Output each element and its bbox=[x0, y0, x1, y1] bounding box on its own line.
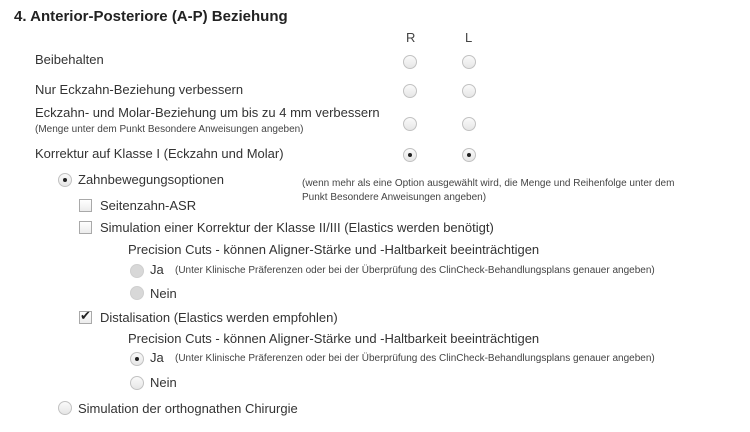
radio-precision-cuts-1-nein[interactable] bbox=[130, 286, 144, 300]
column-header-left: L bbox=[465, 30, 473, 45]
radio-korrektur-klasse-i-right[interactable] bbox=[403, 148, 417, 162]
row-label-korrektur-klasse-i: Korrektur auf Klasse I (Eckzahn und Molar) bbox=[35, 146, 284, 161]
radio-eckzahn-verbessern-left[interactable] bbox=[462, 84, 476, 98]
row-label-beibehalten: Beibehalten bbox=[35, 52, 104, 67]
label-precision-cuts-2-nein: Nein bbox=[150, 375, 177, 390]
checkbox-distalisation[interactable] bbox=[79, 311, 92, 324]
radio-precision-cuts-1-ja[interactable] bbox=[130, 264, 144, 278]
label-precision-cuts-2-ja: Ja bbox=[150, 350, 164, 365]
radio-eckzahn-molar-left[interactable] bbox=[462, 117, 476, 131]
label-precision-cuts-1-nein: Nein bbox=[150, 286, 177, 301]
radio-zahnbewegungsoptionen[interactable] bbox=[58, 173, 72, 187]
checkbox-seitenzahn-asr[interactable] bbox=[79, 199, 92, 212]
radio-korrektur-klasse-i-left[interactable] bbox=[462, 148, 476, 162]
radio-precision-cuts-2-ja[interactable] bbox=[130, 352, 144, 366]
checkbox-simulation-klasse-ii-iii[interactable] bbox=[79, 221, 92, 234]
note-precision-cuts-1-ja: (Unter Klinische Präferenzen oder bei der Überprüfung des ClinCheck-Behandlungsplans genauer angeben) bbox=[175, 265, 655, 276]
label-precision-cuts-1: Precision Cuts - können Aligner-Stärke und -Haltbarkeit beeinträchtigen bbox=[128, 242, 540, 257]
column-header-right: R bbox=[406, 30, 416, 45]
label-simulation-klasse-ii-iii: Simulation einer Korrektur der Klasse II/III (Elastics werden benötigt) bbox=[100, 220, 494, 235]
radio-eckzahn-molar-right[interactable] bbox=[403, 117, 417, 131]
label-orthognathe-chirurgie: Simulation der orthognathen Chirurgie bbox=[78, 401, 298, 416]
radio-precision-cuts-2-nein[interactable] bbox=[130, 376, 144, 390]
row-sublabel-eckzahn-molar: (Menge unter dem Punkt Besondere Anweisungen angeben) bbox=[35, 124, 304, 135]
radio-eckzahn-verbessern-right[interactable] bbox=[403, 84, 417, 98]
label-precision-cuts-2: Precision Cuts - können Aligner-Stärke und -Haltbarkeit beeinträchtigen bbox=[128, 331, 540, 346]
label-zahnbewegungsoptionen: Zahnbewegungsoptionen bbox=[78, 172, 225, 187]
section-title: 4. Anterior-Posteriore (A-P) Beziehung bbox=[14, 8, 288, 25]
label-distalisation: Distalisation (Elastics werden empfohlen) bbox=[100, 310, 338, 325]
radio-beibehalten-left[interactable] bbox=[462, 55, 476, 69]
note-precision-cuts-2-ja: (Unter Klinische Präferenzen oder bei der Überprüfung des ClinCheck-Behandlungsplans genauer angeben) bbox=[175, 353, 655, 364]
row-label-eckzahn-molar-verbessern: Eckzahn- und Molar-Beziehung um bis zu 4 mm verbessern bbox=[35, 105, 380, 120]
label-precision-cuts-1-ja: Ja bbox=[150, 262, 164, 277]
radio-orthognathe-chirurgie[interactable] bbox=[58, 401, 72, 415]
note-mehrere-optionen-line2: Punkt Besondere Anweisungen angeben) bbox=[302, 192, 487, 203]
row-label-eckzahn-verbessern: Nur Eckzahn-Beziehung verbessern bbox=[35, 82, 244, 97]
radio-beibehalten-right[interactable] bbox=[403, 55, 417, 69]
label-seitenzahn-asr: Seitenzahn-ASR bbox=[100, 198, 197, 213]
note-mehrere-optionen-line1: (wenn mehr als eine Option ausgewählt wird, die Menge und Reihenfolge unter dem bbox=[302, 178, 675, 189]
